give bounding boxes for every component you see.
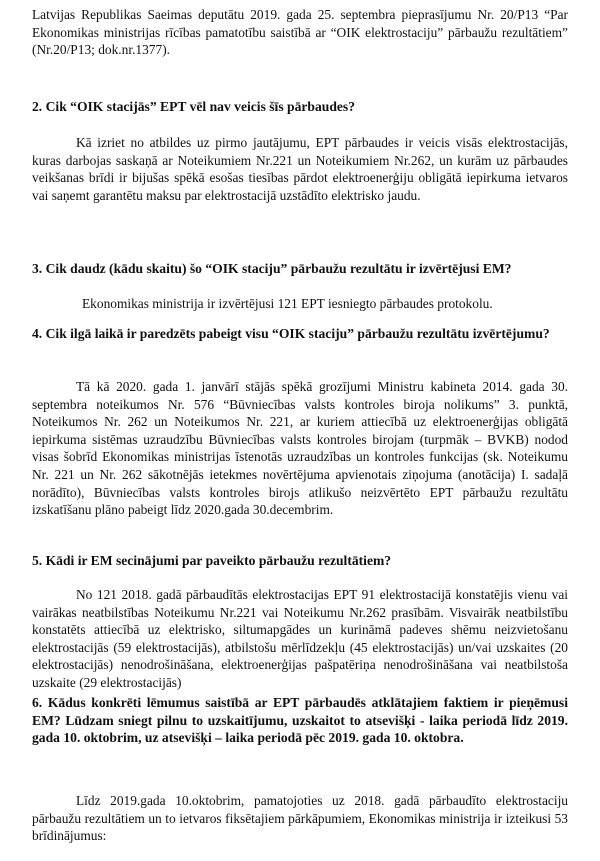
intro-paragraph: Latvijas Republikas Saeimas deputātu 2019. gada 25. septembra pieprasījumu Nr. 20/P13 “Par Ekonomikas ministrijas rīcības pamatotību saistībā ar “OIK elektrostaciju” pārbaužu rezultātiem” (Nr.20/P13; dok.nr.1377). bbox=[32, 7, 568, 58]
question-6: 6. Kādus konkrēti lēmumus saistībā ar EPT pārbaudēs atklātajiem faktiem ir pieņēmusi EM? Lūdzam sniegt pilnu to uzskaitījumu, uzskaitot to atsevišķi - laika periodā līdz 2019. gada 10. oktobrim, uz atsevišķi – laika periodā pēc 2019. gada 10. oktobra. bbox=[32, 695, 568, 746]
answer-6: Līdz 2019.gada 10.oktobrim, pamatojoties uz 2018. gadā pārbaudīto elektrostaciju pārbaužu rezultātiem un to ietvaros fiksētajiem pārkāpumiem, Ekonomikas ministrija ir izteikusi 53 brīdinājumus: bbox=[32, 793, 568, 844]
question-3: 3. Cik daudz (kādu skaitu) šo “OIK staciju” pārbaužu rezultātu ir izvērtējusi EM? bbox=[32, 261, 512, 276]
answer-2: Kā izriet no atbildes uz pirmo jautājumu, EPT pārbaudes ir veicis visās elektrostacijās, kuras darbojas saskaņā ar Noteikumiem Nr.221 un Noteikumiem Nr.262, un kurām uz pārbaudes veikšanas brīdi ir bijušas spēkā esošas tiesības pārdot elektroenerģiju obligātā iepirkuma ietvaros vai saņemt garantētu maksu par elektrostacijā uzstādīto elektrisko jaudu. bbox=[32, 135, 568, 203]
answer-3: Ekonomikas ministrija ir izvērtējusi 121 EPT iesniegto pārbaudes protokolu. bbox=[82, 296, 493, 311]
question-5: 5. Kādi ir EM secinājumi par paveikto pārbaužu rezultātiem? bbox=[32, 553, 392, 568]
answer-4: Tā kā 2020. gada 1. janvārī stājās spēkā grozījumi Ministru kabineta 2014. gada 30. septembra noteikumos Nr. 576 “Būvniecības valsts kontroles biroja nolikums” 3. punktā, Noteikumos Nr. 262 un Noteikumos Nr. 221, ar kuriem attiecībā uz elektroenerģijas obligātā iepirkuma sistēmas uzraudzību Būvniecības valsts kontroles birojam (turpmāk – BVKB) nodod visas šobrīd Ekonomikas ministrijas īstenotās uzraudzības un kontroles funkcijas (sk. Noteikumu Nr. 221 un Nr. 262 sākotnējās ietekmes novērtējuma apvienotais ziņojuma (anotācija) I. sadaļā norādīto), Būvniecības valsts kontroles birojs atlikušo neizvērtēto EPT pārbaužu rezultātu izskatīšanu plāno pabeigt līdz 2020.gada 30.decembrim. bbox=[32, 379, 568, 518]
answer-5: No 121 2018. gadā pārbaudītās elektrostacijas EPT 91 elektrostacijā konstatējis vienu vai vairākas neatbilstības Noteikumu Nr.221 vai Noteikumu Nr.262 prasībām. Visvairāk neatbilstību konstatēts attiecībā uz elektrisko, siltumapgādes un kurināmā padeves shēmu neizvietošanu elektrostacijās (59 elektrostacijās), atbilstošu mērlīdzekļu (45 elektrostacijās) un/vai uzskaites (20 elektrostacijās) nenodrošināšana, elektroenerģijas pašpatēriņa nenodrošināšana vai neatbilstoša uzskaite (29 elektrostacijās) bbox=[32, 587, 568, 690]
question-2: 2. Cik “OIK stacijās” EPT vēl nav veicis šīs pārbaudes? bbox=[32, 99, 356, 114]
question-4: 4. Cik ilgā laikā ir paredzēts pabeigt visu “OIK staciju” pārbaužu rezultātu izvērtējumu? bbox=[32, 326, 550, 341]
